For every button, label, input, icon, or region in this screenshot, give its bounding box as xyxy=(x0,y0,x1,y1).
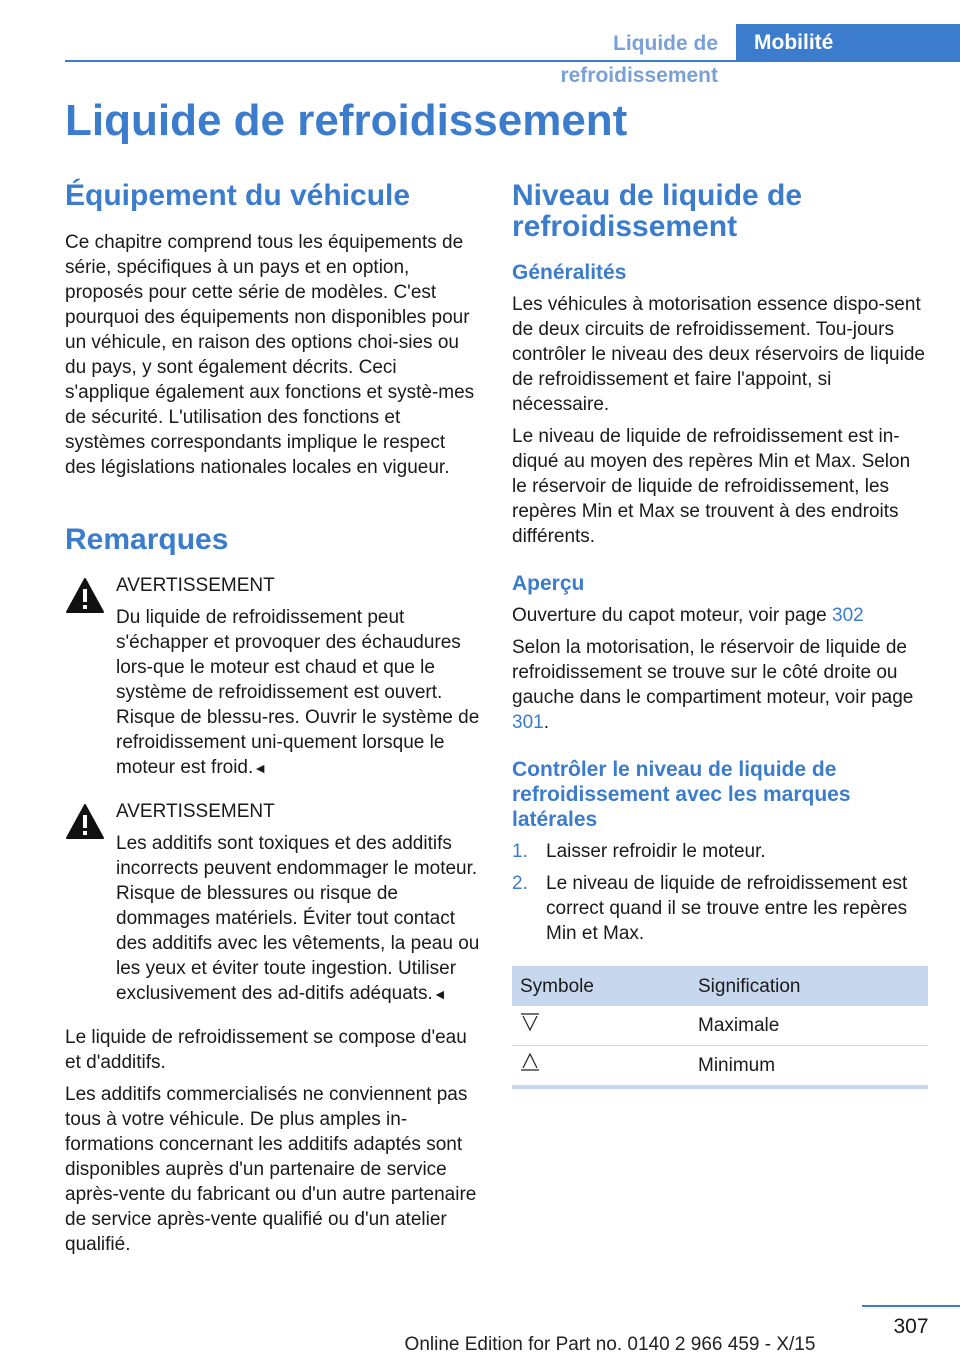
paragraph-position: Selon la motorisation, le réservoir de liquide de refroidissement se trouve sur le côté droite ou gauche dans le compartiment moteur, voir page 301. xyxy=(512,637,914,733)
heading-equipment: Équipement du véhicule xyxy=(65,179,411,212)
steps-list xyxy=(512,839,927,946)
paragraph-general-1: Les véhicules à motorisation essence dispo‐sent de deux circuits de refroidissement. Tou‐jours contrôler le niveau des deux réservoirs de liquide de refroidissement et faire l'appoint, si nécessaire. xyxy=(512,294,925,415)
header-chapter-tab[interactable]: Mobilité xyxy=(736,24,960,62)
table-cell-meaning: Minimum xyxy=(690,1046,928,1088)
paragraph-composition: Le liquide de refroidissement se compose d'eau et d'additifs. xyxy=(65,1027,467,1073)
column-header-meaning: Signification xyxy=(690,966,928,1006)
heading-coolant-level: Niveau de liquide de refroidissement xyxy=(512,179,803,243)
page-link-302[interactable]: 302 xyxy=(832,605,864,626)
end-mark-1: ◄ xyxy=(253,760,268,776)
footer-edition: Online Edition for Part no. 0140 2 966 459 - X/15 xyxy=(404,1334,816,1355)
warning-triangle-icon xyxy=(65,577,105,615)
paragraph-general-2: Le niveau de liquide de refroidissement est in‐diqué au moyen des repères Min et Max. Selon le réservoir de liquide de refroidissement, les repères Min et Max se trouvent à des endroits différents. xyxy=(512,426,911,547)
header-section-title: Liquide de refroidissement xyxy=(560,32,718,87)
table-cell-meaning: Maximale xyxy=(690,1006,928,1046)
end-mark-2: ◄ xyxy=(432,986,447,1002)
symbol-table xyxy=(512,966,928,1089)
warning-label-1: AVERTISSEMENT xyxy=(116,575,275,596)
footer-rule xyxy=(862,1305,960,1307)
warning-triangle-icon xyxy=(65,803,105,841)
min-mark-icon xyxy=(520,1052,540,1072)
warning-text-1: Du liquide de refroidissement peut s'échapper et provoquer des échaudures lors‐que le moteur est chaud et que le système de refroidissement est ouvert. Risque de blessu‐res. Ouvrir le système de refroidissement uni‐quement lorsque le moteur est froid.◄ xyxy=(116,607,480,778)
right-column xyxy=(512,180,927,1089)
heading-remarks: Remarques xyxy=(65,523,229,556)
heading-check-level: Contrôler le niveau de liquide de refroidissement avec les marques latérales xyxy=(512,758,851,831)
table-header-row xyxy=(512,966,928,1006)
left-column xyxy=(65,180,480,1257)
page-number: 307 xyxy=(893,1315,929,1338)
warning-block-2 xyxy=(65,799,480,1007)
column-header-symbol: Symbole xyxy=(512,966,690,1006)
heading-general: Généralités xyxy=(512,261,627,284)
table-row xyxy=(512,1006,928,1046)
table-row xyxy=(512,1046,928,1088)
page-title: Liquide de refroidissement xyxy=(65,96,628,145)
list-item: 2. Le niveau de liquide de refroidissement est correct quand il se trouve entre les repères Min et Max. xyxy=(512,873,908,944)
header-rule xyxy=(65,60,960,62)
paragraph-hood: Ouverture du capot moteur, voir page 302 xyxy=(512,605,864,626)
heading-overview: Aperçu xyxy=(512,572,585,595)
warning-label-2: AVERTISSEMENT xyxy=(116,801,275,822)
list-item: 1. Laisser refroidir le moteur. xyxy=(512,841,766,862)
warning-text-2: Les additifs sont toxiques et des additifs incorrects peuvent endommager le moteur. Risque de blessures ou risque de dommages matériels. Éviter tout contact des additifs avec les vêtements, la peau ou les yeux et éviter toute ingestion. Utiliser exclusivement des ad‐ditifs adéquats.◄ xyxy=(116,833,480,1004)
page-link-301[interactable]: 301 xyxy=(512,712,544,733)
paragraph-additives: Les additifs commercialisés ne conviennent pas tous à votre véhicule. De plus amples in‐formations concernant les additifs adaptés sont disponibles auprès d'un partenaire de service après-vente du fabricant ou d'un autre partenaire de service après-vente qualifié ou d'un atelier qualifié. xyxy=(65,1084,477,1255)
max-mark-icon xyxy=(520,1012,540,1032)
paragraph-equipment: Ce chapitre comprend tous les équipements de série, spécifiques à un pays et en option, proposés pour cette série de modèles. C'est pourquoi des équipements non disponibles pour un véhicule, en raison des options choi‐sies ou du pays, y sont également décrits. Ceci s'applique également aux fonctions et systè‐mes de sécurité. L'utilisation des fonctions et systèmes correspondants implique le respect des législations nationales locales en vigueur. xyxy=(65,232,475,478)
warning-block-1 xyxy=(65,573,480,781)
